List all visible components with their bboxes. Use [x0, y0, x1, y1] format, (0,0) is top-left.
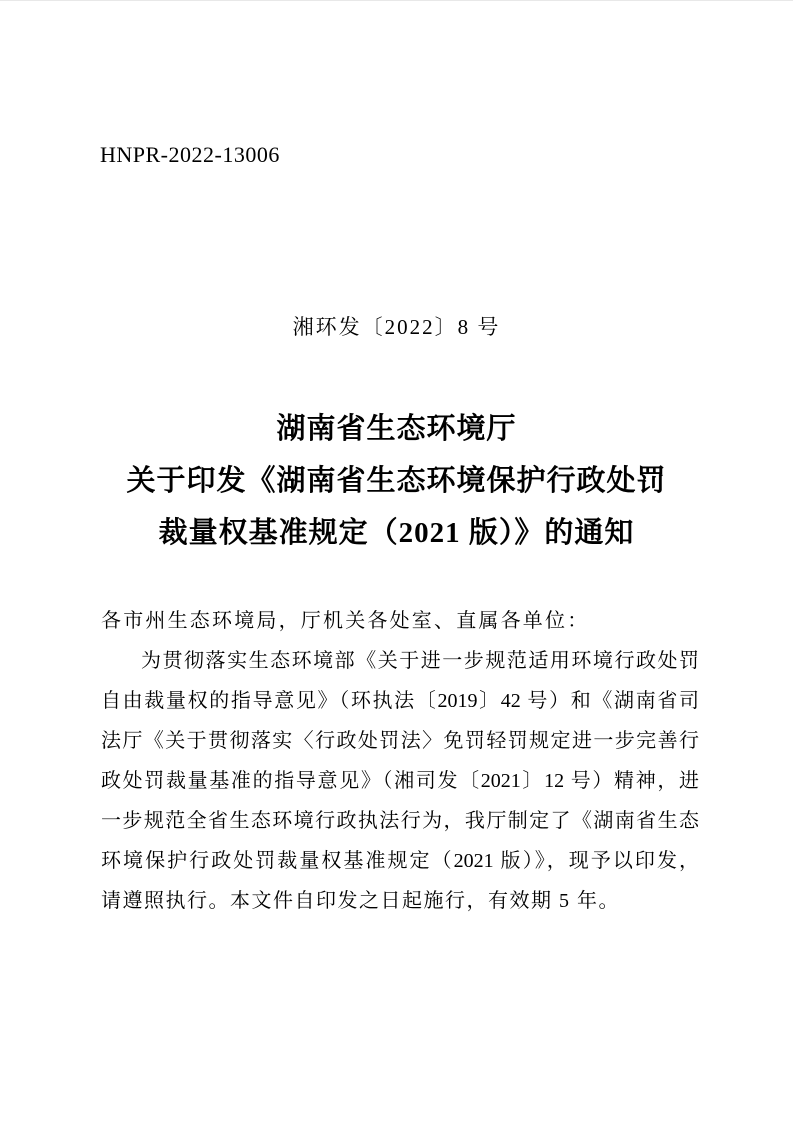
paragraph-line: 为贯彻落实生态环境部《关于进一步规范适用环境行政处罚: [141, 650, 699, 672]
paragraph-line: 法厅《关于贯彻落实〈行政处罚法〉免罚轻罚规定进一步完善行: [101, 730, 699, 752]
body-text: [101, 601, 699, 921]
title-line-2: 关于印发《湖南省生态环境保护行政处罚: [126, 465, 667, 497]
paragraph-line: 环境保护行政处罚裁量权基准规定（2021 版）》，现予以印发，: [101, 850, 699, 872]
document-title: [0, 403, 793, 559]
paragraph-line: 一步规范全省生态环境行政执法行为，我厅制定了《湖南省生态: [101, 810, 699, 832]
paragraph-line: 自由裁量权的指导意见》（环执法〔2019〕42 号）和《湖南省司: [101, 690, 699, 712]
title-line-3: 裁量权基准规定（2021 版）》的通知: [158, 517, 635, 549]
admin-code: HNPR-2022-13006: [100, 142, 280, 167]
title-line-1: 湖南省生态环境厅: [276, 413, 517, 445]
paragraph-line: 政处罚裁量基准的指导意见》（湘司发〔2021〕12 号）精神，进: [101, 770, 699, 792]
issue-number: 湘环发〔2022〕8 号: [292, 315, 501, 339]
paragraph-line: 请遵照执行。本文件自印发之日起施行，有效期 5 年。: [101, 890, 620, 912]
salutation-line: 各市州生态环境局，厅机关各处室、直属各单位：: [101, 610, 590, 632]
